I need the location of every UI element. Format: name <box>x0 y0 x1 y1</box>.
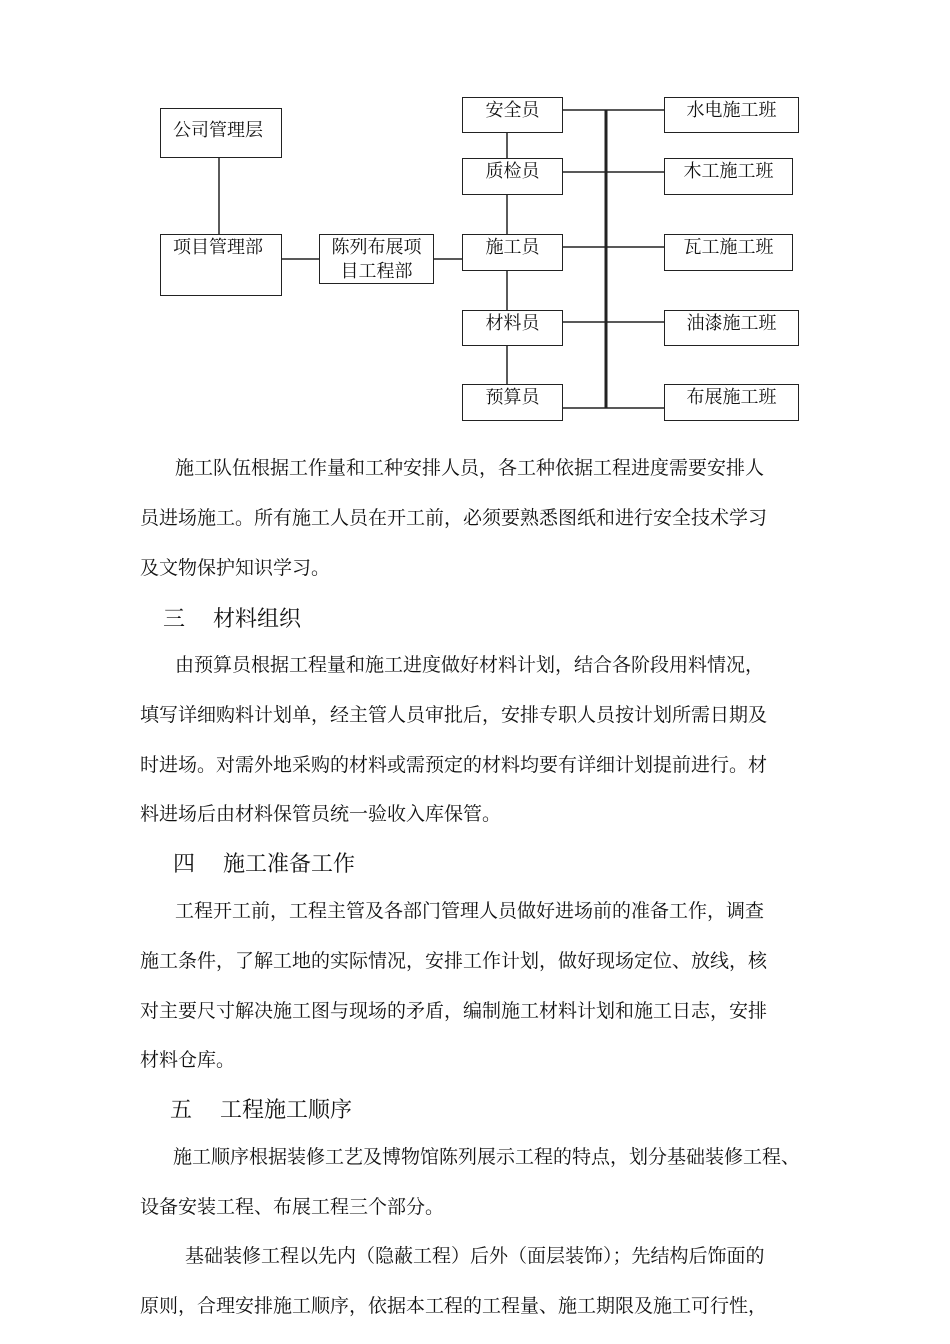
section-heading-4 <box>173 851 355 879</box>
exhibition-dept-line2: 目工程部 <box>340 261 413 282</box>
section-number: 四 <box>173 852 196 877</box>
project-management-label: 项目管理部 <box>173 237 263 258</box>
section-number: 三 <box>163 607 186 632</box>
staff-label: 施工员 <box>485 237 540 258</box>
paragraph-line: 填写详细购料计划单，经主管人员审批后，安排专职人员按计划所需日期及 <box>140 704 768 726</box>
paragraph-line: 施工顺序根据装修工艺及博物馆陈列展示工程的特点，划分基础装修工程、 <box>173 1146 801 1168</box>
team-box-painting <box>664 310 799 346</box>
staff-box-materials <box>462 310 563 346</box>
paragraph-line: 对主要尺寸解决施工图与现场的矛盾，编制施工材料计划和施工日志，安排 <box>140 1000 768 1022</box>
project-management-box <box>160 234 282 296</box>
section-heading-3 <box>163 606 301 634</box>
section-title: 材料组织 <box>213 607 302 632</box>
company-management-box <box>160 108 282 158</box>
staff-box-budget <box>462 384 563 421</box>
paragraph-line: 施工队伍根据工作量和工种安排人员，各工种依据工程进度需要安排人 <box>175 457 765 479</box>
exhibition-dept-box <box>319 234 434 284</box>
exhibition-dept-line1: 陈列布展项 <box>331 237 422 258</box>
paragraph-line: 施工条件，了解工地的实际情况，安排工作计划，做好现场定位、放线，核 <box>140 950 768 972</box>
paragraph-line: 员进场施工。所有施工人员在开工前，必须要熟悉图纸和进行安全技术学习 <box>140 507 768 529</box>
paragraph-line: 工程开工前，工程主管及各部门管理人员做好进场前的准备工作，调查 <box>175 900 765 922</box>
section-title: 工程施工顺序 <box>220 1098 353 1123</box>
team-label: 瓦工施工班 <box>683 237 774 258</box>
section-heading-5 <box>170 1097 352 1125</box>
team-box-plumbing <box>664 97 799 133</box>
team-label: 木工施工班 <box>683 161 774 182</box>
paragraph-line: 材料仓库。 <box>140 1049 236 1071</box>
paragraph-line: 料进场后由材料保管员统一验收入库保管。 <box>140 803 502 825</box>
section-number: 五 <box>170 1098 193 1123</box>
team-label: 布展施工班 <box>686 387 777 408</box>
paragraph-line: 基础装修工程以先内（隐蔽工程）后外（面层装饰）；先结构后饰面的 <box>185 1245 765 1267</box>
paragraph-line: 时进场。对需外地采购的材料或需预定的材料均要有详细计划提前进行。材 <box>140 754 768 776</box>
team-label: 水电施工班 <box>686 100 777 121</box>
company-management-label: 公司管理层 <box>173 120 263 141</box>
team-box-carpentry <box>664 158 793 195</box>
org-chart <box>0 0 950 440</box>
staff-box-construction <box>462 234 563 271</box>
staff-box-safety <box>462 97 563 133</box>
team-box-exhibition <box>664 384 799 421</box>
paragraph-line: 由预算员根据工程量和施工进度做好材料计划，结合各阶段用料情况， <box>175 654 765 676</box>
staff-label: 安全员 <box>485 100 540 121</box>
team-label: 油漆施工班 <box>686 313 777 334</box>
staff-box-quality <box>462 158 563 195</box>
org-chart-connectors <box>0 0 950 440</box>
team-box-masonry <box>664 234 793 271</box>
paragraph-line: 原则，合理安排施工顺序，依据本工程的工程量、施工期限及施工可行性， <box>140 1295 768 1317</box>
staff-label: 预算员 <box>485 387 540 408</box>
staff-label: 材料员 <box>485 313 540 334</box>
paragraph-line: 设备安装工程、布展工程三个部分。 <box>140 1196 445 1218</box>
section-title: 施工准备工作 <box>223 852 356 877</box>
paragraph-line: 及文物保护知识学习。 <box>140 557 331 579</box>
staff-label: 质检员 <box>485 161 540 182</box>
